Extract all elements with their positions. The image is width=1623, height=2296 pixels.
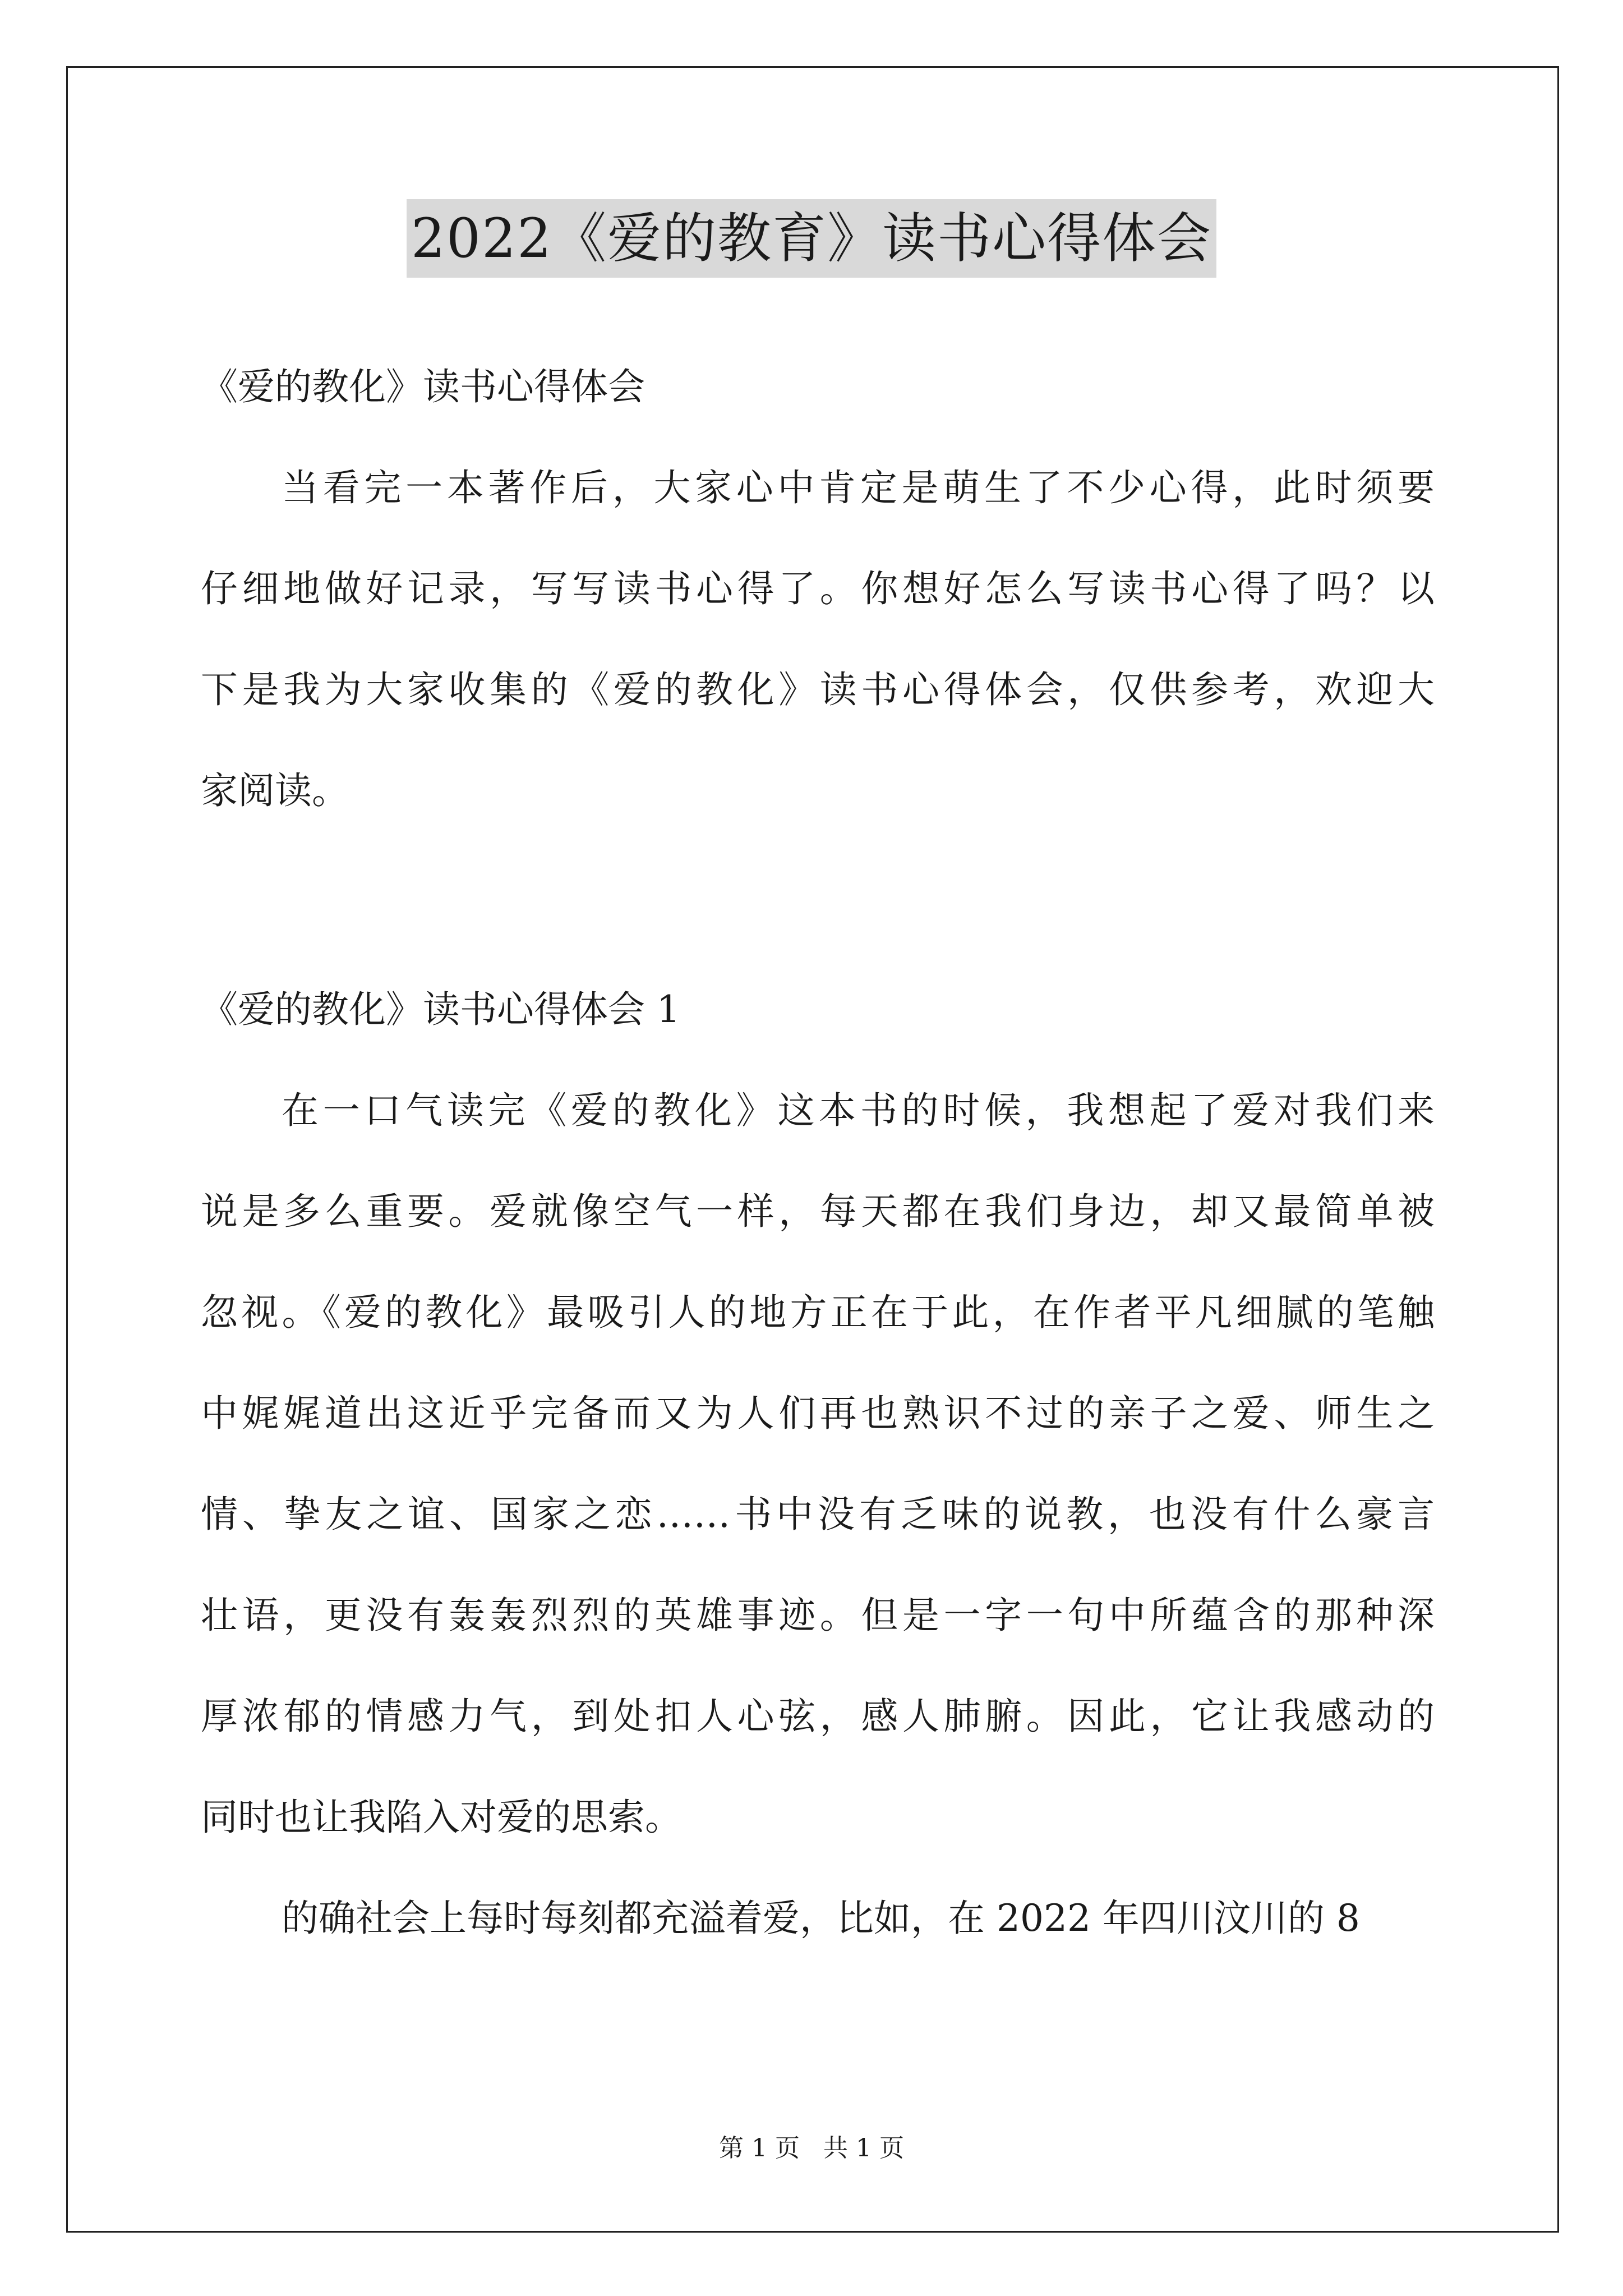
document-title: 2022《爱的教育》读书心得体会	[407, 199, 1216, 278]
paragraph-line: 忽视。《爱的教化》最吸引人的地方正在于此，在作者平凡细腻的笔触	[201, 1291, 1435, 1334]
page-total: 共 1 页	[823, 2134, 904, 2162]
paragraph-line: 的确社会上每时每刻都充溢着爱，比如，在 2022 年四川汶川的 8	[282, 1897, 1360, 1940]
paragraph-line: 厚浓郁的情感力气，到处扣人心弦，感人肺腑。因此，它让我感动的	[201, 1695, 1435, 1738]
page-number: 第 1 页	[719, 2134, 800, 2162]
paragraph-line: 情、挚友之谊、国家之恋……书中没有乏味的说教，也没有什么豪言	[201, 1493, 1435, 1536]
paragraph-line: 壮语，更没有轰轰烈烈的英雄事迹。但是一字一句中所蕴含的那种深	[201, 1594, 1435, 1637]
subtitle: 《爱的教化》读书心得体会	[201, 365, 645, 408]
page-footer	[0, 2132, 1623, 2165]
paragraph-line: 中娓娓道出这近乎完备而又为人们再也熟识不过的亲子之爱、师生之	[201, 1392, 1435, 1435]
intro-line: 当看完一本著作后，大家心中肯定是萌生了不少心得，此时须要	[282, 466, 1435, 509]
paragraph-line: 说是多么重要。爱就像空气一样，每天都在我们身边，却又最简单被	[201, 1190, 1435, 1233]
paragraph-line: 同时也让我陷入对爱的思索。	[201, 1796, 682, 1839]
section-heading: 《爱的教化》读书心得体会 1	[201, 988, 680, 1031]
document-body	[201, 337, 1435, 1969]
title-container	[0, 199, 1623, 278]
intro-line: 仔细地做好记录，写写读书心得了。你想好怎么写读书心得了吗？以	[201, 567, 1435, 610]
spacer	[201, 841, 1435, 959]
intro-line: 下是我为大家收集的《爱的教化》读书心得体会，仅供参考，欢迎大	[201, 668, 1435, 711]
paragraph-line: 在一口气读完《爱的教化》这本书的时候，我想起了爱对我们来	[282, 1089, 1435, 1132]
intro-line: 家阅读。	[201, 769, 349, 812]
